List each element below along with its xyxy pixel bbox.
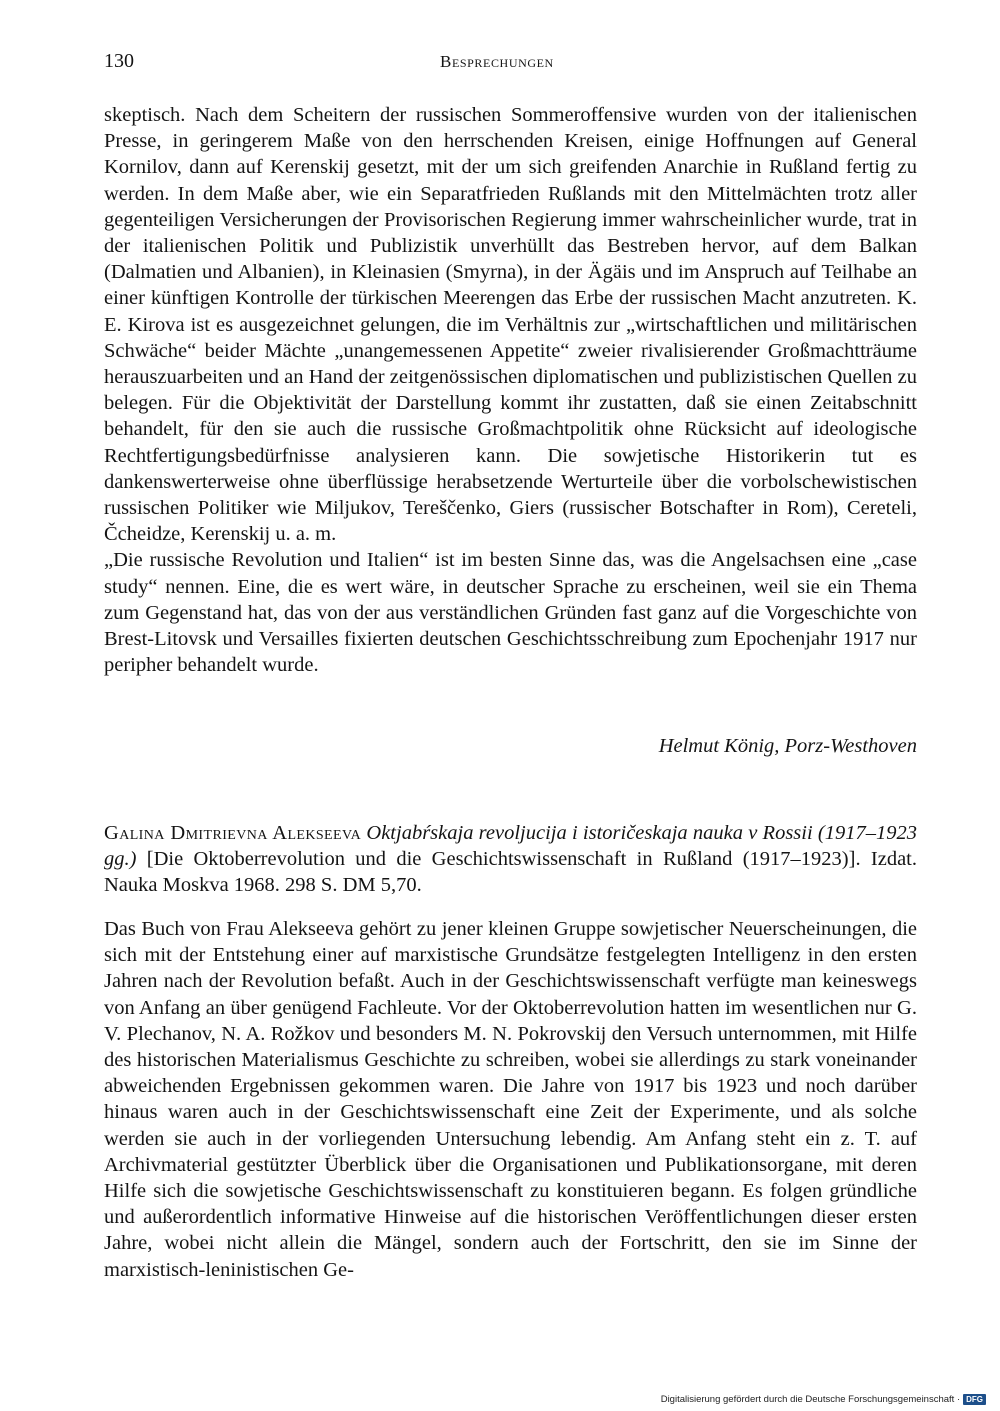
review2-title: Oktjabŕskaja revoljucija i istoričeskaja nauka v Rossii (1917–1923 gg.) <box>104 822 917 871</box>
review2-details: [Die Oktoberrevolution und die Geschichtswissenschaft in Rußland (1917–1923)]. Izdat. Nauka Moskva 1968. 298 S. DM 5,70. <box>104 848 917 897</box>
review2-citation <box>104 820 917 899</box>
review2-body-paragraph: Das Buch von Frau Alekseeva gehört zu jener kleinen Gruppe sowjetischer Neuerscheinungen, die sich mit der Entstehung einer auf marxistische Grundsätze festgelegten Intelligenz in den ersten Jahren nach der Revolution befaßt. Auch in der Geschichtswissenschaft verfügte man keineswegs von Anfang an über genügend Fachleute. Vor der Oktoberrevolution hatten im wesentlichen nur G. V. Plechanov, N. A. Rožkov und besonders M. N. Pokrovskij den Versuch unternommen, mit Hilfe des historischen Materialismus Geschichte zu schreiben, wobei sie allerdings zu stark voneinander abweichenden Ergebnissen gekommen waren. Die Jahre von 1917 bis 1923 und noch darüber hinaus waren auch in der Geschichtswissenschaft eine Zeit der Experimente, und als solche werden sie auch in der vorliegenden Untersuchung lebendig. Am Anfang steht ein z. T. auf Archivmaterial gestützter Überblick über die Organisationen und Publikationsorgane, mit deren Hilfe sich die sowjetische Geschichtswissenschaft zu konstituieren begann. Es folgen gründliche und außerordentlich informative Hinweise auf die historischen Veröffentlichungen dieser ersten Jahre, wobei nicht allein die Mängel, sondern auch der Fortschritt, den sie im Sinne der marxistisch-leninistischen Ge- <box>104 918 917 1281</box>
running-head: Besprechungen <box>440 52 554 71</box>
footer-text: Digitalisierung gefördert durch die Deutsche Forschungsgemeinschaft · <box>660 1394 961 1405</box>
review1-signature: Helmut König, Porz-Westhoven <box>658 735 917 757</box>
footer-note <box>661 1394 986 1405</box>
review2-author: Galina Dmitrievna Alekseeva <box>104 822 362 844</box>
review1-body <box>104 102 917 678</box>
review1-body-paragraph: skeptisch. Nach dem Scheitern der russischen Sommeroffensive wurden von der italienischen Presse, in geringerem Maße von den herrschenden Kreisen, einige Hoffnungen auf General Kornilov, dann auf Kerenskij gesetzt, mit der um sich greifenden Anarchie in Rußland fertig zu werden. In dem Maße aber, wie ein Separatfrieden Rußlands mit den Mittelmächten trotz aller gegenteiligen Versicherungen der Provisorischen Regierung immer wahrscheinlicher wurde, trat in der italienischen Politik und Publizistik unverhüllt das Bestreben hervor, auf dem Balkan (Dalmatien und Albanien), in Kleinasien (Smyrna), in der Ägäis und im Anspruch auf Teilhabe an einer künftigen Kontrolle der türkischen Meerengen das Erbe der russischen Macht anzutreten. K. E. Kirova ist es ausgezeichnet gelungen, die im Verhältnis zur „wirtschaftlichen und militärischen Schwäche“ beider Mächte „unangemessenen Appetite“ zweier rivalisierender Großmachtträume herauszuarbeiten und an Hand der zeitgenössischen diplomatischen und publizistischen Quellen zu belegen. Für die Objektivität der Darstellung kommt ihr zustatten, daß sie einen Zeitabschnitt behandelt, für den sie auch die russische Großmachtpolitik ohne Rücksicht auf ideologische Rechtfertigungsbedürfnisse analysieren kann. Die sowjetische Historikerin tut es dankenswerterweise ohne überflüssige herabsetzende Werturteile über die vorbolschewistischen russischen Politiker wie Miljukov, Tereščenko, Giers (russischer Botschafter in Rom), Cereteli, Čcheidze, Kerenskij u. a. m. <box>104 104 917 546</box>
page-number: 130 <box>104 50 134 72</box>
dfg-logo: DFG <box>963 1394 986 1405</box>
review1-body-paragraph: „Die russische Revolution und Italien“ ist im besten Sinne das, was die Angelsachsen eine „case study“ nennen. Eine, die es wert wäre, in deutscher Sprache zu erscheinen, weil sie ein Thema zum Gegenstand hat, das von der aus verständlichen Gründen fast ganz auf die Vorgeschichte von Brest-Litovsk und Versailles fixierten deutschen Geschichtsschreibung zum Epochenjahr 1917 nur peripher behandelt wurde. <box>104 549 917 677</box>
review2-body <box>104 916 917 1283</box>
